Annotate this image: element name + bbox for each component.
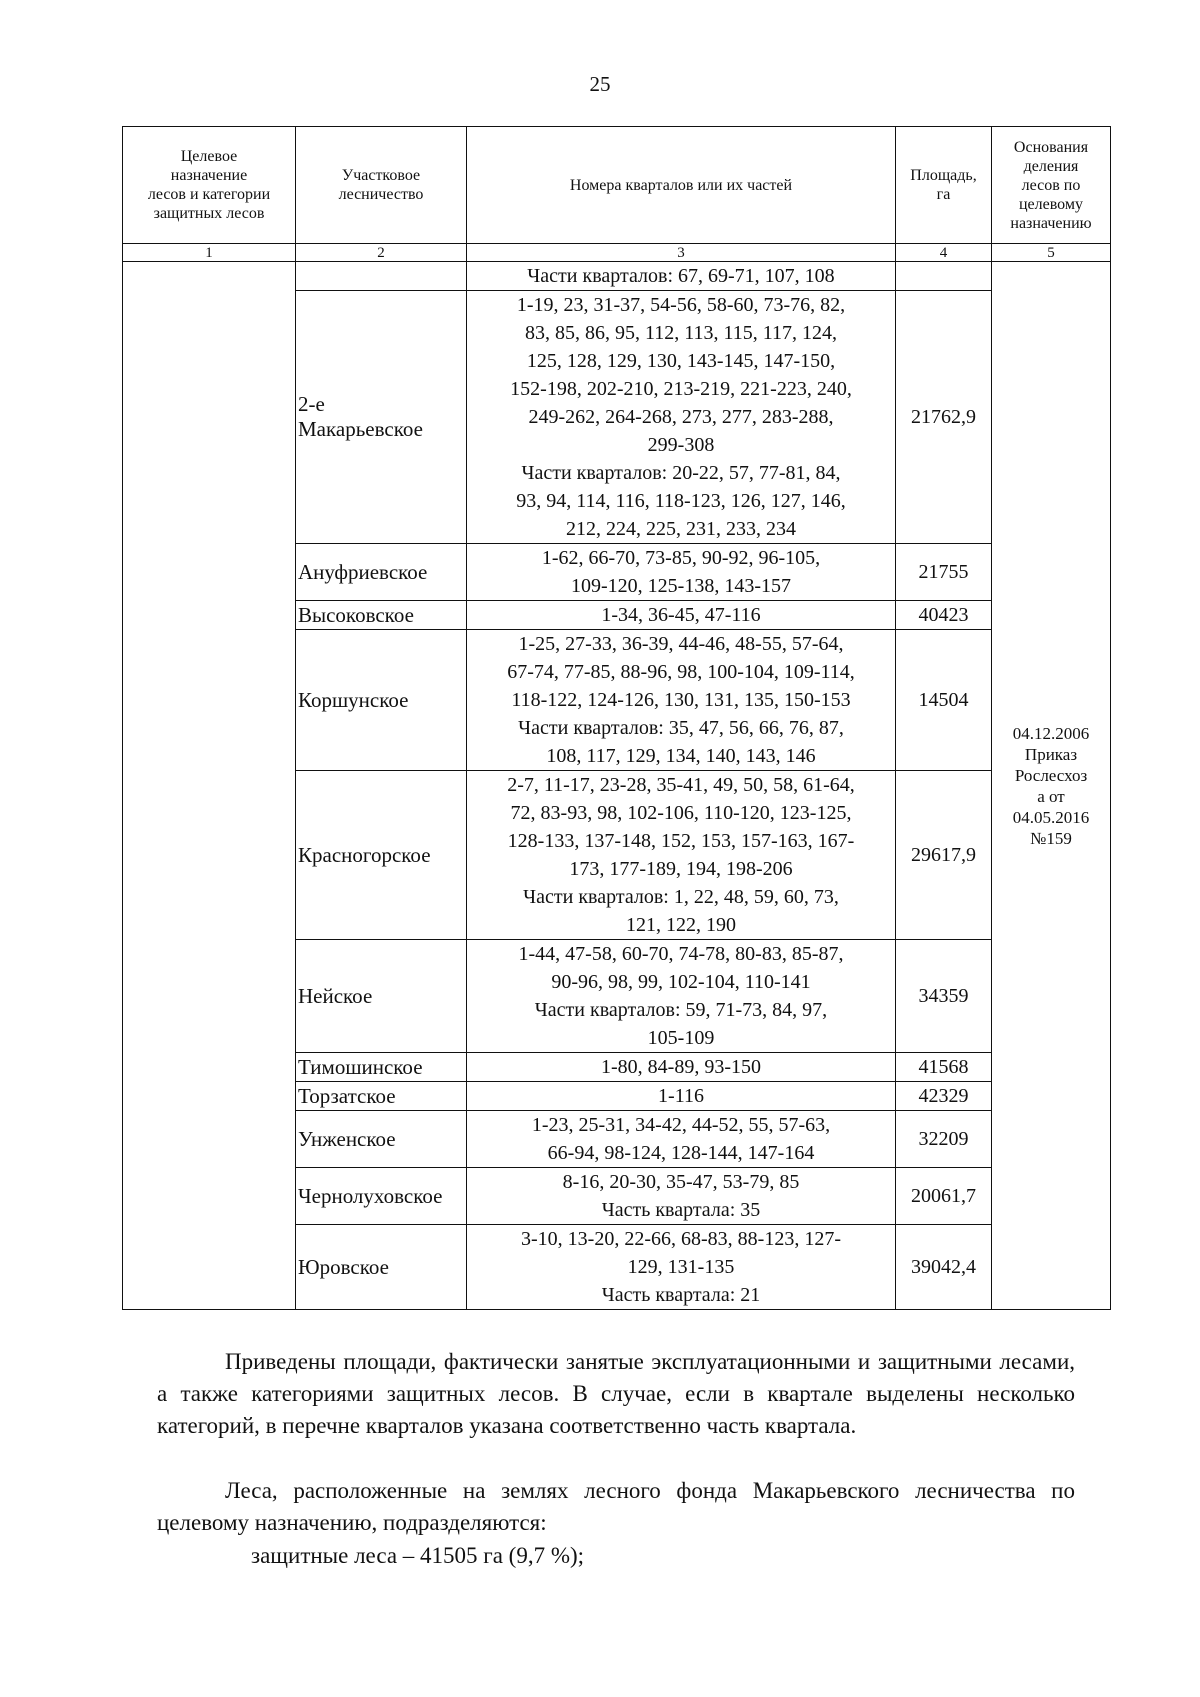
text-line: Части кварталов: 59, 71-73, 84, 97, [534, 999, 828, 1021]
text-line: 83, 85, 86, 95, 112, 113, 115, 117, 124, [524, 322, 838, 344]
text-line: 152-198, 202-210, 213-219, 221-223, 240, [510, 378, 852, 400]
text-line: Части кварталов: 35, 47, 56, 66, 76, 87, [518, 717, 844, 739]
text-line: Рослесхоз [1014, 765, 1088, 785]
text-line: защитных лесов [153, 205, 265, 222]
text-line: назначение [170, 167, 248, 184]
text-line: 67-74, 77-85, 88-96, 98, 100-104, 109-114, [507, 661, 855, 683]
text-line: Нейское [298, 983, 373, 1008]
paragraph-forest-division: Леса, расположенные на землях лесного фонда Макарьевского лесничества по целевому назначению, подразделяются: [157, 1478, 1075, 1535]
forest-purpose-table [122, 126, 1111, 1310]
paragraph-areas-note: Приведены площади, фактически занятые эксплуатационными и защитными лесами, а также категориями защитных лесов. В случае, если в квартале выделены несколько категорий, в перечне кварталов указана соответственно часть квартала. [157, 1349, 1075, 1438]
text-line: Торзатское [298, 1083, 396, 1108]
text-line: целевому [1018, 195, 1083, 213]
text-line: 125, 128, 129, 130, 143-145, 147-150, [526, 350, 836, 372]
text-line: 04.05.2016 [1012, 807, 1090, 827]
quarters-cell [467, 940, 896, 1053]
table-row [123, 262, 1111, 291]
district-cell [296, 630, 467, 771]
area-cell [896, 262, 992, 291]
text-line: Макарьевское [298, 417, 423, 441]
text-line: 90-96, 98, 99, 102-104, 110-141 [551, 971, 811, 993]
text-line: 1-116 [658, 1085, 704, 1107]
basis-cell [992, 262, 1111, 1310]
text-line: Части кварталов: 1, 22, 48, 59, 60, 73, [523, 886, 839, 908]
column-number-row [123, 244, 1111, 262]
table-body [123, 262, 1111, 1310]
district-cell [296, 1053, 467, 1082]
text-line: 1-80, 84-89, 93-150 [601, 1056, 761, 1078]
area-cell: 39042,4 [896, 1225, 992, 1310]
text-line: Ануфриевское [298, 559, 428, 584]
paragraph-protective-forests: защитные леса – 41505 га (9,7 %); [251, 1543, 585, 1568]
text-line: 105-109 [647, 1027, 715, 1049]
page-number: 25 [589, 72, 611, 96]
text-line: 1-34, 36-45, 47-116 [601, 604, 761, 626]
quarters-cell [467, 544, 896, 601]
text-line: 04.12.2006 [1012, 723, 1090, 743]
text-line: 249-262, 264-268, 273, 277, 283-288, [528, 406, 834, 428]
district-cell [296, 940, 467, 1053]
text-line: лесов и категории [147, 186, 271, 203]
text-line: 121, 122, 190 [626, 914, 736, 936]
header-cell [296, 127, 467, 244]
quarters-cell [467, 771, 896, 940]
text-line: 212, 224, 225, 231, 233, 234 [566, 518, 796, 540]
text-line: 299-308 [647, 434, 715, 456]
text-line: 173, 177-189, 194, 198-206 [569, 858, 793, 880]
area-cell: 21755 [896, 544, 992, 601]
header-cell [992, 127, 1111, 244]
text-line: 128-133, 137-148, 152, 153, 157-163, 167- [507, 830, 855, 852]
text-line: 2-е [298, 392, 325, 416]
text-line: Унженское [298, 1126, 396, 1151]
text-line: 129, 131-135 [627, 1256, 735, 1278]
column-number: 3 [467, 244, 896, 262]
category-cell [123, 262, 296, 1310]
text-line: №159 [1030, 828, 1072, 848]
quarters-cell [467, 1082, 896, 1111]
area-cell: 21762,9 [896, 291, 992, 544]
text-line: Часть квартала: 35 [601, 1199, 761, 1221]
text-line: Высоковское [298, 602, 414, 627]
text-line: Площадь, [910, 167, 977, 184]
district-cell [296, 291, 467, 544]
text-line: 1-23, 25-31, 34-42, 44-52, 55, 57-63, [531, 1114, 831, 1136]
text-line: Юровское [298, 1254, 389, 1279]
text-line: Участковое [341, 167, 421, 184]
district-cell [296, 1111, 467, 1168]
quarters-cell [467, 262, 896, 291]
text-line: а от [1037, 786, 1065, 806]
text-line: 66-94, 98-124, 128-144, 147-164 [547, 1142, 815, 1164]
column-number: 2 [296, 244, 467, 262]
district-cell [296, 1082, 467, 1111]
text-line: 108, 117, 129, 134, 140, 143, 146 [546, 745, 816, 767]
text-line: 2-7, 11-17, 23-28, 35-41, 49, 50, 58, 61-64, [507, 774, 855, 796]
header-cell [896, 127, 992, 244]
text-line: 118-122, 124-126, 130, 131, 135, 150-153 [511, 689, 851, 711]
header-cell [123, 127, 296, 244]
quarters-cell [467, 291, 896, 544]
text-line: назначению [1010, 214, 1092, 232]
text-line: 1-44, 47-58, 60-70, 74-78, 80-83, 85-87, [518, 943, 844, 965]
district-cell [296, 1168, 467, 1225]
quarters-cell [467, 1111, 896, 1168]
text-line: 3-10, 13-20, 22-66, 68-83, 88-123, 127- [521, 1228, 841, 1250]
text-line: деления [1023, 157, 1079, 175]
district-cell [296, 601, 467, 630]
text-line: 72, 83-93, 98, 102-106, 110-120, 123-125, [510, 802, 852, 824]
quarters-cell [467, 1225, 896, 1310]
text-line: 1-19, 23, 31-37, 54-56, 58-60, 73-76, 82, [516, 294, 846, 316]
text-line: лесничество [338, 186, 424, 203]
text-line: лесов по [1021, 176, 1081, 194]
text-line: Красногорское [298, 842, 431, 867]
district-cell [296, 771, 467, 940]
quarters-cell [467, 1053, 896, 1082]
area-cell: 42329 [896, 1082, 992, 1111]
column-number: 4 [896, 244, 992, 262]
area-cell: 29617,9 [896, 771, 992, 940]
district-cell [296, 1225, 467, 1310]
district-cell [296, 544, 467, 601]
text-line: 109-120, 125-138, 143-157 [571, 575, 791, 597]
header-row [123, 127, 1111, 244]
column-number: 5 [992, 244, 1111, 262]
quarters-cell [467, 1168, 896, 1225]
text-line: Части кварталов: 20-22, 57, 77-81, 84, [521, 462, 841, 484]
header-cell [467, 127, 896, 244]
area-cell: 32209 [896, 1111, 992, 1168]
text-line: Тимошинское [298, 1054, 423, 1079]
text-line: Целевое [180, 148, 238, 165]
area-cell: 20061,7 [896, 1168, 992, 1225]
area-cell: 34359 [896, 940, 992, 1053]
text-line: Коршунское [298, 687, 409, 712]
area-cell: 40423 [896, 601, 992, 630]
text-line: Чернолуховское [298, 1183, 443, 1208]
text-line: 93, 94, 114, 116, 118-123, 126, 127, 146, [516, 490, 846, 512]
text-line: Приказ [1024, 744, 1078, 764]
text-line: 8-16, 20-30, 35-47, 53-79, 85 [562, 1171, 800, 1193]
quarters-cell [467, 601, 896, 630]
quarters-cell [467, 630, 896, 771]
text-line: Часть квартала: 21 [601, 1284, 761, 1306]
area-cell: 14504 [896, 630, 992, 771]
text-line: Части кварталов: 67, 69-71, 107, 108 [527, 265, 835, 287]
text-line: га [936, 186, 951, 203]
text-line: 1-25, 27-33, 36-39, 44-46, 48-55, 57-64, [518, 633, 844, 655]
text-line: 1-62, 66-70, 73-85, 90-92, 96-105, [541, 547, 821, 569]
text-line: Номера кварталов или их частей [569, 176, 793, 194]
area-cell: 41568 [896, 1053, 992, 1082]
text-line: Основания [1013, 138, 1089, 156]
district-cell [296, 262, 467, 291]
column-number: 1 [123, 244, 296, 262]
